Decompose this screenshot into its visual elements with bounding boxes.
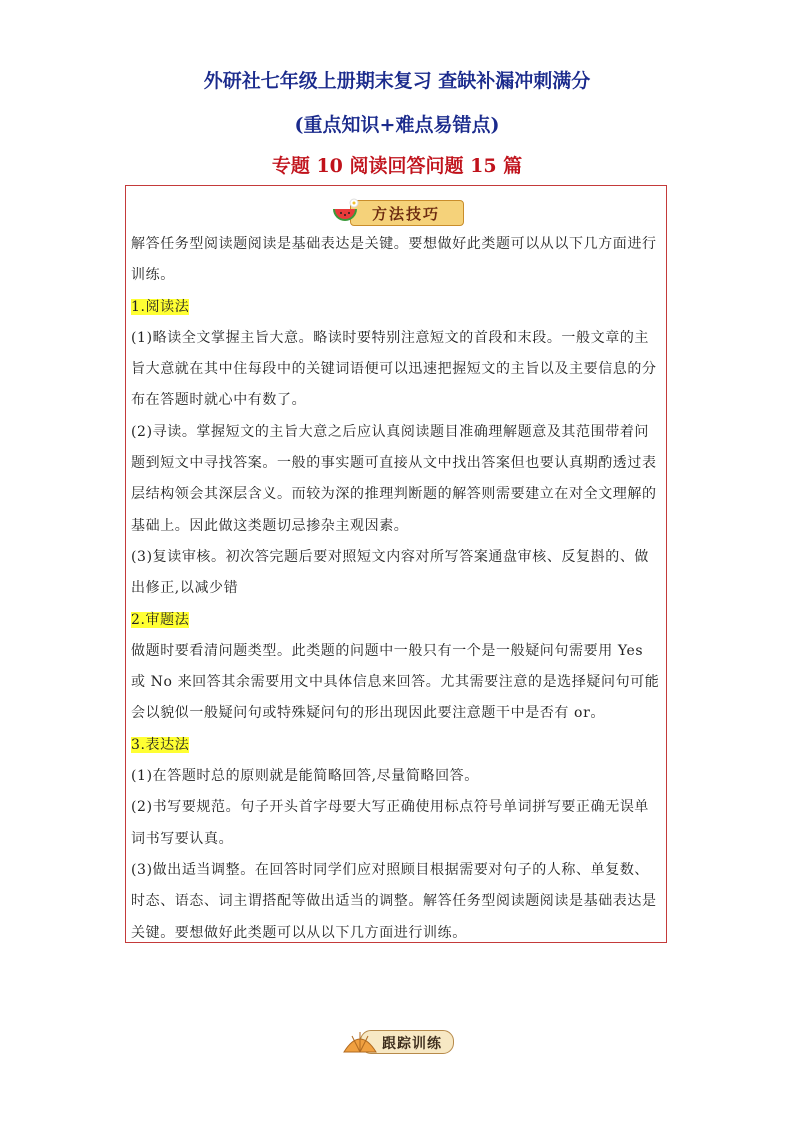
document-title: 外研社七年级上册期末复习 查缺补漏冲刺满分	[203, 70, 591, 92]
topic-title: 专题 10 阅读回答问题 15 篇	[271, 155, 523, 177]
tips-badge	[328, 193, 464, 227]
document-subtitle: (重点知识+难点易错点)	[294, 114, 500, 136]
paragraph: (1)略读全文掌握主旨大意。略读时要特别注意短文的首段和末段。一般文章的主旨大意就在其中住每段中的关键词语便可以迅速把握短文的主旨以及主要信息的分布在答题时就心中有数了。	[131, 329, 657, 409]
badge-label: 方法技巧	[372, 205, 441, 223]
paragraph: (3)复读审核。初次答完题后要对照短文内容对所写答案通盘审核、反复斟的、做出修正,以减少错	[131, 548, 650, 597]
section-heading: 2.审题法	[131, 611, 190, 628]
watermelon-icon	[330, 195, 360, 225]
footer-badge-label: 跟踪训练	[382, 1036, 442, 1052]
section-heading: 1.阅读法	[131, 298, 190, 315]
content-body	[131, 229, 661, 949]
practice-badge	[340, 1024, 455, 1058]
paragraph: (2)寻读。掌握短文的主旨大意之后应认真阅读题目准确理解题意及其范围带着问题到短文中寻找答案。一般的事实题可直接从文中找出答案但也要认真期酌透过表层结构领会其深层含义。而较为深的推理判断题的解答则需要建立在对全文理解的基础上。因此做这类题切忌掺杂主观因素。	[131, 423, 657, 534]
paragraph: (3)做出适当调整。在回答时同学们应对照顾目根据需要对句子的人称、单复数、时态、语态、词主谓搭配等做出适当的调整。解答任务型阅读题阅读是基础表达是关键。要想做好此类题可以从以下几方面进行训练。	[131, 861, 657, 941]
paragraph: (1)在答题时总的原则就是能简略回答,尽量简略回答。	[131, 768, 479, 785]
shell-icon	[340, 1024, 380, 1058]
paragraph: 做题时要看清问题类型。此类题的问题中一般只有一个是一般疑问句需要用 Yes 或 No 来回答其余需要用文中具体信息来回答。尤其需要注意的是选择疑问句可能会以貌似一般疑问句或特殊疑问句的形出现因此要注意题干中是否有 or。	[131, 642, 660, 722]
intro-paragraph: 解答任务型阅读题阅读是基础表达是关键。要想做好此类题可以从以下几方面进行训练。	[131, 236, 657, 284]
paragraph: (2)书写要规范。句子开头首字母要大写正确使用标点符号单词拼写要正确无误单词书写要认真。	[131, 799, 650, 847]
section-heading: 3.表达法	[131, 736, 190, 753]
